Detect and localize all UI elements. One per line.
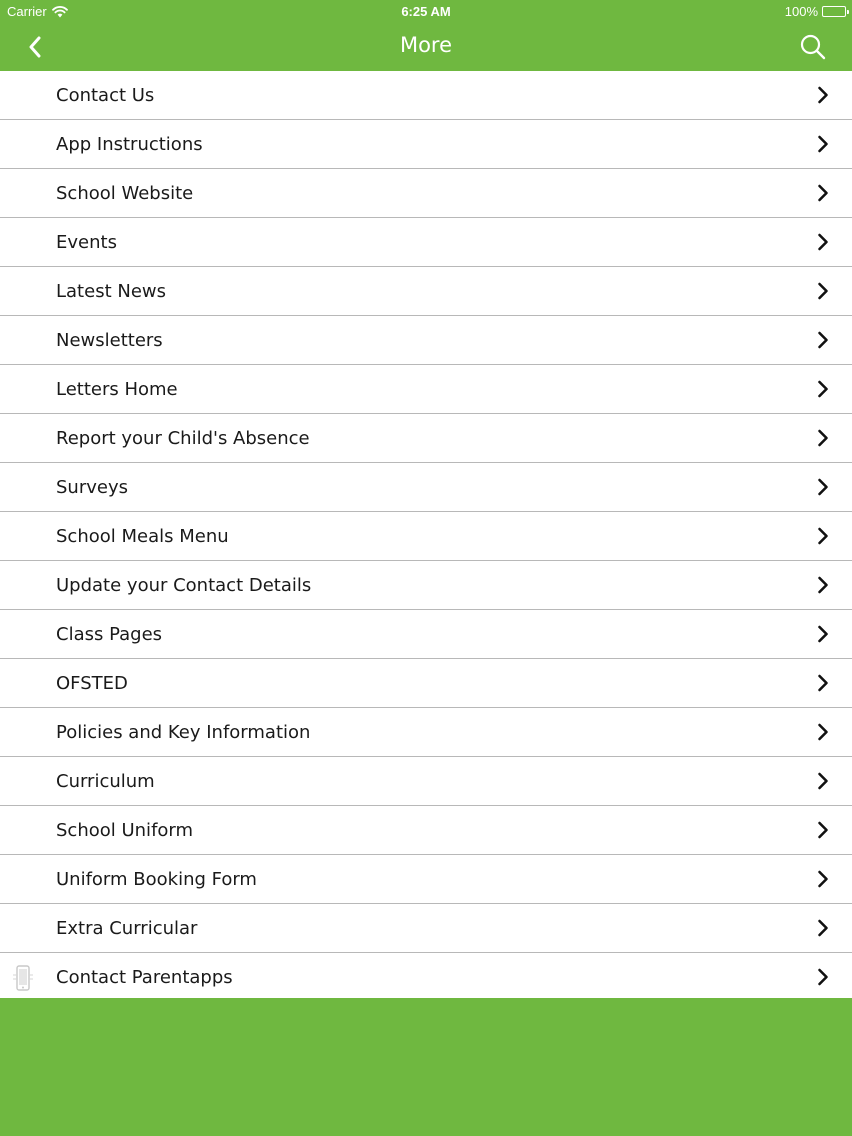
menu-item-newsletters[interactable] — [0, 316, 852, 365]
page-title: More — [399, 33, 453, 57]
menu-item-label: Policies and Key Information — [56, 721, 311, 743]
chevron-right-icon — [814, 282, 832, 300]
menu-item-label: Report your Child's Absence — [56, 427, 310, 449]
menu-item-surveys[interactable] — [0, 463, 852, 512]
menu-item-extra-curricular[interactable] — [0, 904, 852, 953]
chevron-right-icon — [814, 870, 832, 888]
menu-item-policies[interactable] — [0, 708, 852, 757]
menu-item-contact-parentapps[interactable] — [0, 953, 852, 1002]
menu-item-curriculum[interactable] — [0, 757, 852, 806]
battery-indicator — [785, 4, 846, 19]
chevron-right-icon — [814, 478, 832, 496]
chevron-right-icon — [814, 919, 832, 937]
navigation-bar — [0, 22, 852, 71]
battery-percent: 100% — [784, 4, 818, 19]
menu-item-label: Letters Home — [56, 378, 178, 400]
menu-item-label: Uniform Booking Form — [56, 868, 257, 890]
menu-item-school-website[interactable] — [0, 169, 852, 218]
more-menu-list — [0, 71, 852, 1002]
menu-item-label: Latest News — [56, 280, 166, 302]
carrier-label: Carrier — [7, 4, 47, 19]
search-button[interactable] — [798, 32, 828, 62]
menu-item-uniform-booking-form[interactable] — [0, 855, 852, 904]
chevron-right-icon — [814, 331, 832, 349]
menu-item-app-instructions[interactable] — [0, 120, 852, 169]
menu-item-contact-us[interactable] — [0, 71, 852, 120]
menu-item-label: School Meals Menu — [56, 525, 229, 547]
menu-item-latest-news[interactable] — [0, 267, 852, 316]
menu-item-label: App Instructions — [56, 133, 203, 155]
menu-item-label: School Uniform — [56, 819, 194, 841]
chevron-right-icon — [814, 184, 832, 202]
menu-item-label: Extra Curricular — [56, 917, 198, 939]
footer-background — [0, 998, 852, 1136]
status-time: 6:25 AM — [401, 4, 451, 19]
battery-icon — [822, 6, 846, 17]
menu-item-label: Class Pages — [56, 623, 163, 645]
chevron-right-icon — [814, 723, 832, 741]
chevron-right-icon — [814, 576, 832, 594]
menu-item-report-absence[interactable] — [0, 414, 852, 463]
chevron-right-icon — [814, 135, 832, 153]
status-bar — [0, 0, 852, 22]
chevron-right-icon — [814, 527, 832, 545]
chevron-right-icon — [814, 233, 832, 251]
menu-item-class-pages[interactable] — [0, 610, 852, 659]
chevron-right-icon — [814, 380, 832, 398]
chevron-right-icon — [814, 674, 832, 692]
menu-item-label: Curriculum — [56, 770, 155, 792]
menu-item-label: Update your Contact Details — [56, 574, 312, 596]
menu-item-label: OFSTED — [56, 672, 128, 694]
search-icon — [799, 33, 827, 61]
chevron-right-icon — [814, 821, 832, 839]
chevron-right-icon — [814, 968, 832, 986]
menu-item-label: School Website — [56, 182, 194, 204]
menu-item-school-uniform[interactable] — [0, 806, 852, 855]
menu-item-update-contact-details[interactable] — [0, 561, 852, 610]
chevron-right-icon — [814, 86, 832, 104]
chevron-right-icon — [814, 625, 832, 643]
chevron-right-icon — [814, 772, 832, 790]
menu-item-label: Events — [56, 231, 117, 253]
menu-item-label: Contact Us — [56, 84, 155, 106]
menu-item-letters-home[interactable] — [0, 365, 852, 414]
menu-item-label: Contact Parentapps — [56, 967, 233, 988]
menu-item-label: Newsletters — [56, 329, 163, 351]
chevron-right-icon — [814, 429, 832, 447]
menu-item-events[interactable] — [0, 218, 852, 267]
phone-icon — [10, 965, 36, 991]
menu-item-school-meals-menu[interactable] — [0, 512, 852, 561]
menu-item-label: Surveys — [56, 476, 128, 498]
menu-item-ofsted[interactable] — [0, 659, 852, 708]
